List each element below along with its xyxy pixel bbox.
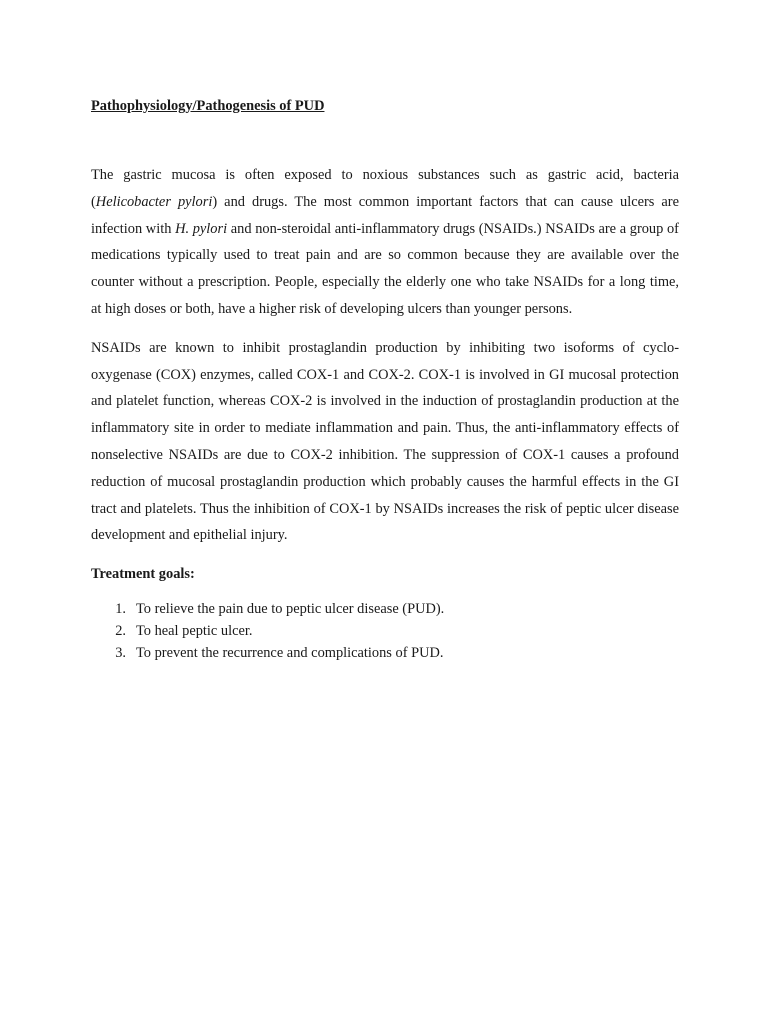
paragraph-nsaids: NSAIDs are known to inhibit prostaglandin production by inhibiting two isoforms of cyclo-oxygenase (COX) enzymes, called COX-1 and COX-2. COX-1 is involved in GI mucosal protection and platelet function, whereas COX-2 is involved in the induction of prostaglandin production at the inflammatory site in order to mediate inflammation and pain. Thus, the anti-inflammatory effects of nonselective NSAIDs are due to COX-2 inhibition. The suppression of COX-1 causes a profound reduction of mucosal prostaglandin production which probably causes the harmful effects in the GI tract and platelets. Thus the inhibition of COX-1 by NSAIDs increases the risk of peptic ulcer disease development and epithelial injury. (91, 339, 679, 544)
list-item-text: To relieve the pain due to peptic ulcer disease (PUD). (136, 601, 445, 618)
paragraph-text: The gastric mucosa is often exposed to noxious substances such as gastric acid, bacteria ( (91, 167, 679, 210)
list-item (91, 643, 679, 665)
document-page (91, 96, 679, 665)
paragraph-text: and non-steroidal anti-inflammatory drugs (NSAIDs.) NSAIDs are a group of medications typically used to treat pain and are so common because they are available over the counter without a prescription. People, especially the elderly one who take NSAIDs for a long time, at high doses or both, have a higher risk of developing ulcers than younger persons. (91, 220, 679, 317)
list-item-number: 2. (115, 622, 126, 639)
list-item-number: 1. (115, 601, 126, 618)
list-item (91, 621, 679, 643)
italic-term-h-pylori: H. pylori (175, 220, 228, 237)
list-item-number: 3. (115, 644, 126, 661)
paragraph-pathogenesis (91, 162, 679, 323)
treatment-goals-list (91, 599, 679, 664)
document-title: Pathophysiology/Pathogenesis of PUD (91, 98, 325, 114)
treatment-goals-heading: Treatment goals: (91, 566, 195, 583)
paragraph-text: ) and drugs. The most common important factors that can cause ulcers are infection with (91, 193, 679, 237)
list-item (91, 599, 679, 621)
list-item-text: To heal peptic ulcer. (136, 622, 253, 639)
italic-term-helicobacter: Helicobacter pylori (95, 193, 213, 210)
list-item-text: To prevent the recurrence and complications of PUD. (136, 644, 444, 661)
